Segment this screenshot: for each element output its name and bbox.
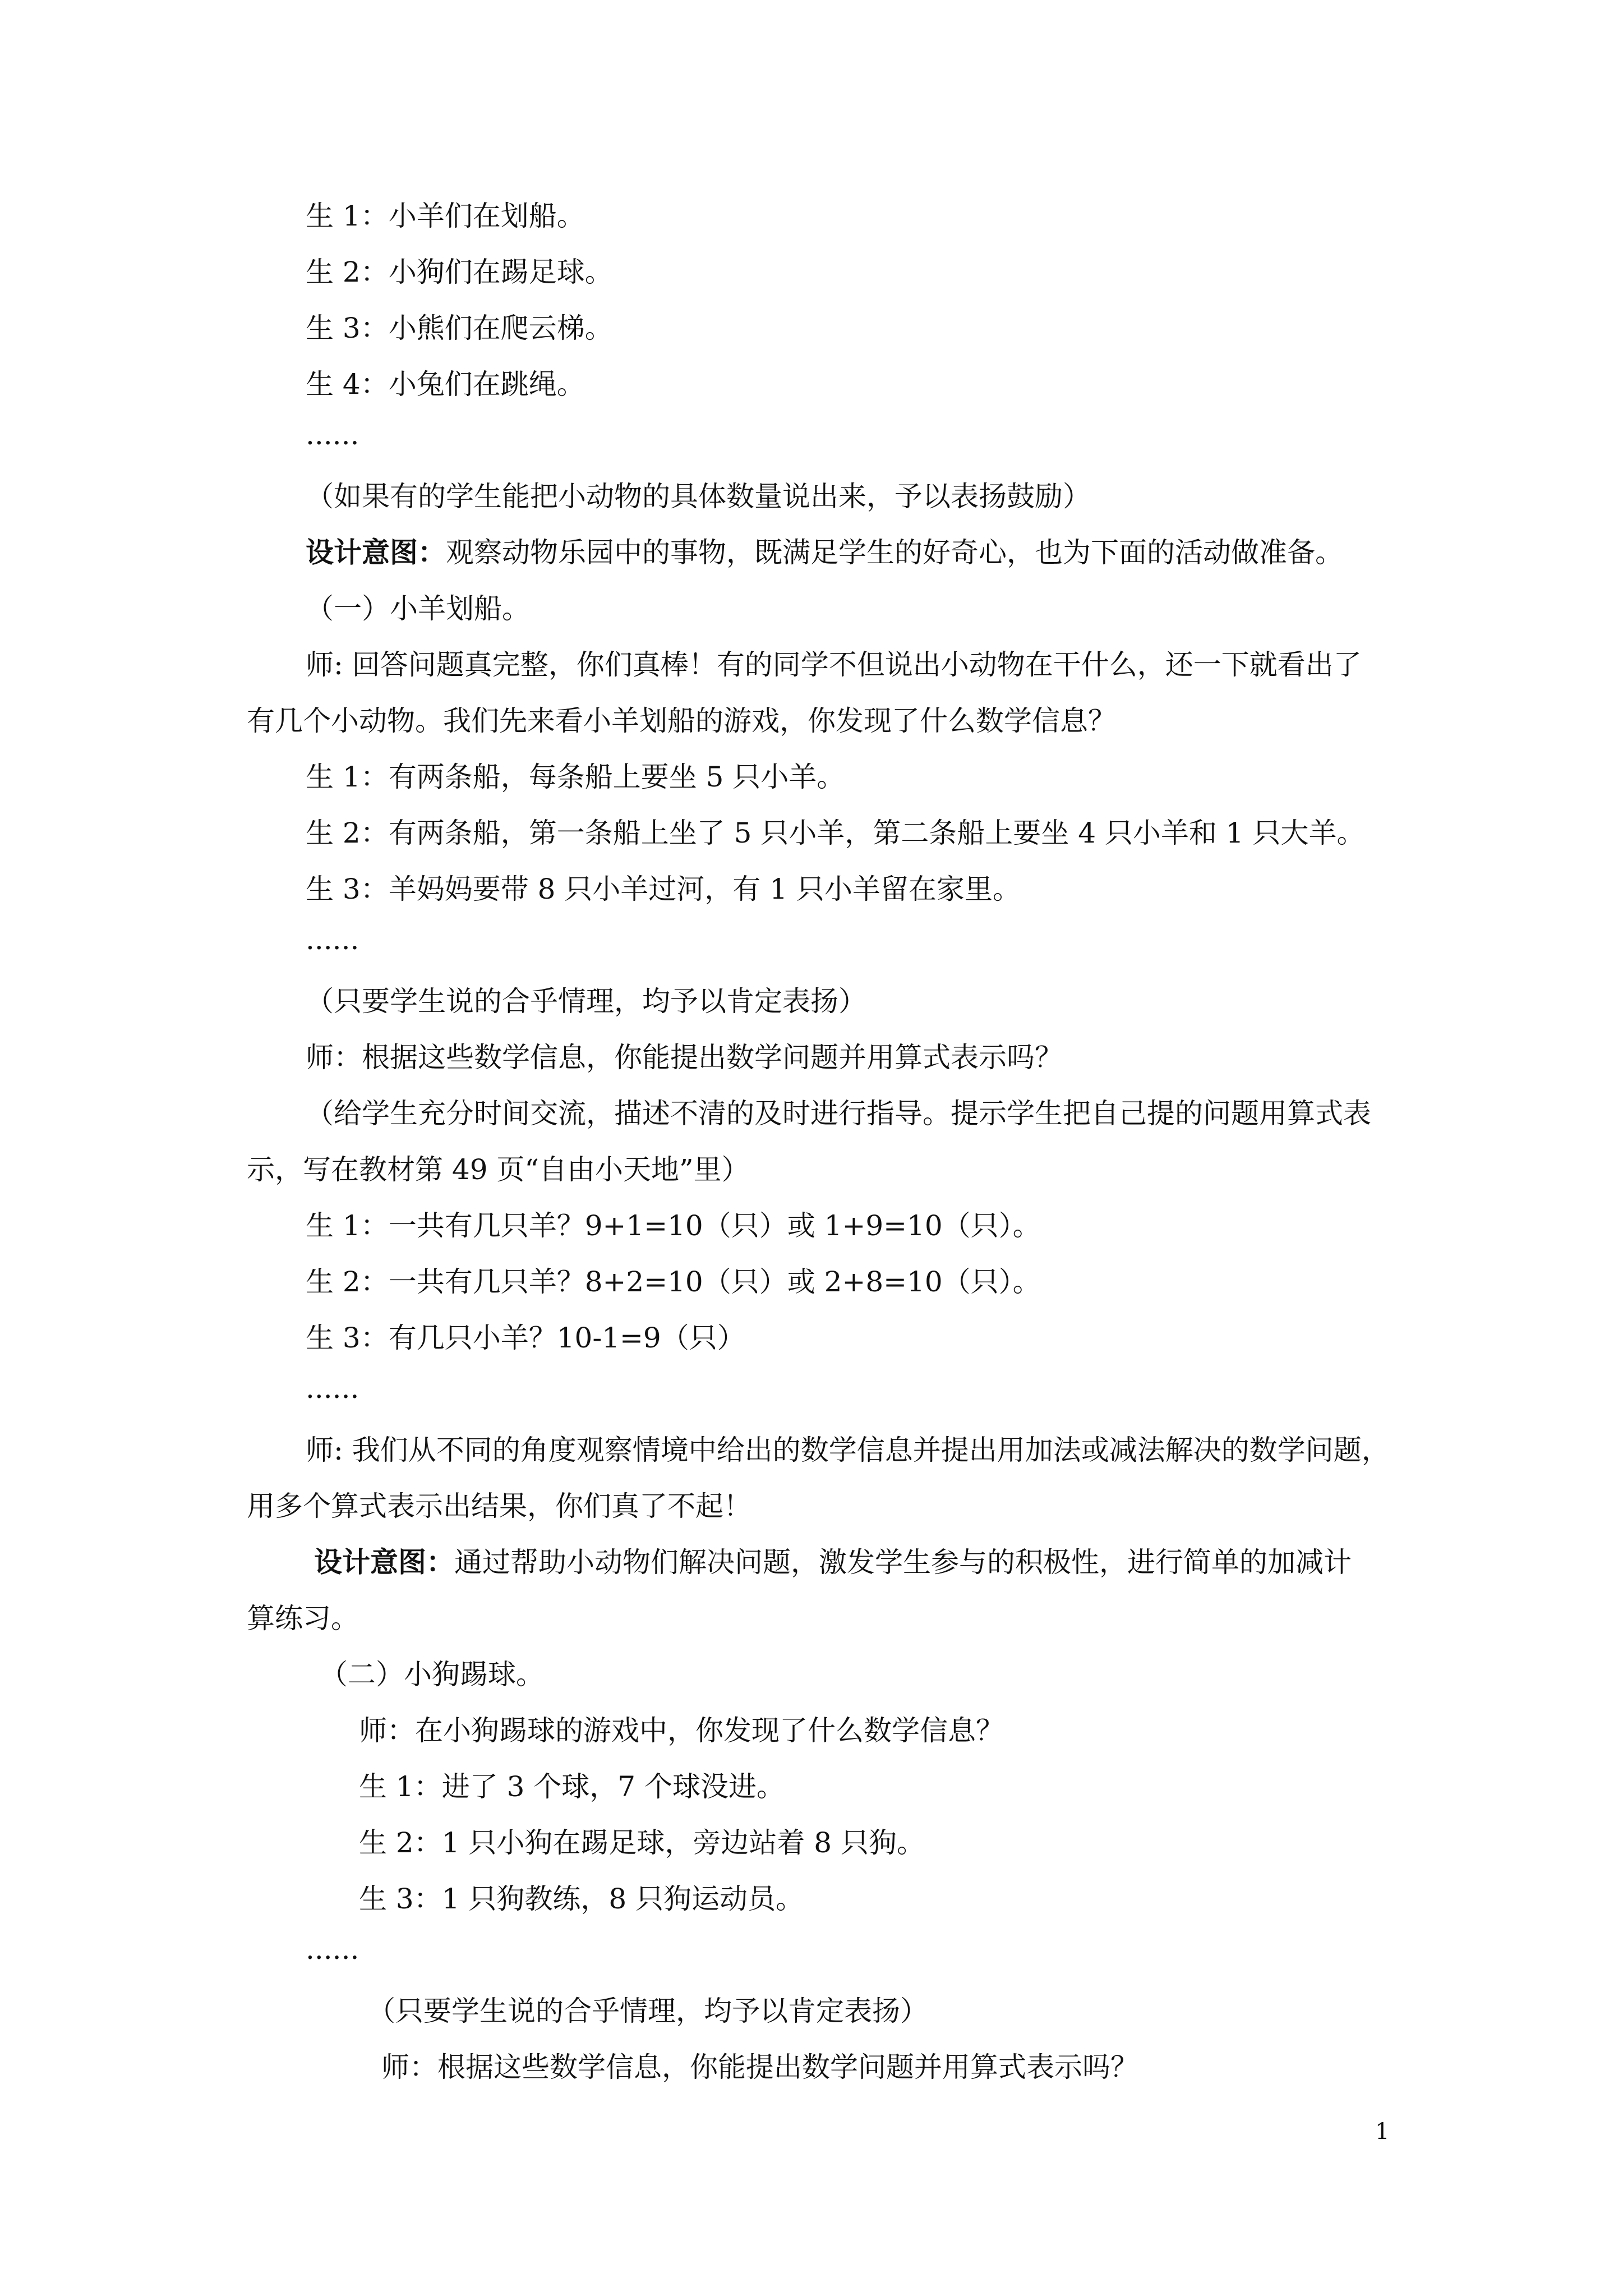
design-intent-line-continued: 算练习。: [247, 1602, 359, 1635]
student-2-answer-line: 生 2：1 只小狗在踢足球，旁边站着 8 只狗。: [359, 1826, 925, 1859]
teacher-summary-line-continued: 用多个算式表示出结果，你们真了不起！: [247, 1490, 751, 1522]
teacher-note-line: （给学生充分时间交流，描述不清的及时进行指导。提示学生把自己提的问题用算式表: [306, 1097, 1371, 1130]
student-3-answer-line: 生 3：小熊们在爬云梯。: [306, 312, 613, 344]
teacher-note-line: （如果有的学生能把小动物的具体数量说出来，予以表扬鼓励）: [306, 480, 1091, 513]
design-intent-text: 观察动物乐园中的事物，既满足学生的好奇心，也为下面的活动做准备。: [446, 536, 1343, 569]
student-4-answer-line: 生 4：小兔们在跳绳。: [306, 368, 585, 401]
page-number: 1: [1375, 2119, 1390, 2145]
design-intent-text: 通过帮助小动物们解决问题，激发学生参与的积极性，进行简单的加减计: [454, 1546, 1352, 1579]
design-intent-label: 设计意图：: [306, 536, 446, 569]
teacher-line: 师: 回答问题真完整，你们真棒！有的同学不但说出小动物在干什么，还一下就看出了: [306, 648, 1362, 681]
student-3-equation-line: 生 3：有几只小羊？10-1=9（只）: [306, 1322, 745, 1354]
student-3-answer-line: 生 3：羊妈妈要带 8 只小羊过河，有 1 只小羊留在家里。: [306, 873, 1021, 905]
teacher-question-line: 师：根据这些数学信息，你能提出数学问题并用算式表示吗？: [306, 1041, 1063, 1074]
student-1-answer-line: 生 1：有两条船，每条船上要坐 5 只小羊。: [306, 761, 845, 793]
teacher-question-line: 师：根据这些数学信息，你能提出数学问题并用算式表示吗？: [381, 2051, 1138, 2083]
teacher-line-continued: 有几个小动物。我们先来看小羊划船的游戏，你发现了什么数学信息？: [247, 705, 1116, 737]
teacher-note-line: （只要学生说的合乎情理，均予以肯定表扬）: [306, 985, 866, 1018]
student-2-answer-line: 生 2：小狗们在踢足球。: [306, 256, 613, 288]
student-2-equation-line: 生 2：一共有几只羊？8+2=10（只）或 2+8=10（只）。: [306, 1266, 1041, 1298]
design-intent-line: [314, 1545, 1352, 1579]
student-1-equation-line: 生 1：一共有几只羊？9+1=10（只）或 1+9=10（只）。: [306, 1209, 1041, 1242]
section-heading: （二）小狗踢球。: [320, 1658, 544, 1691]
ellipsis-line: ......: [306, 923, 359, 956]
teacher-question-line: 师：在小狗踢球的游戏中，你发现了什么数学信息？: [359, 1714, 1004, 1747]
section-heading: （一）小羊划船。: [306, 592, 530, 625]
student-1-answer-line: 生 1：进了 3 个球，7 个球没进。: [359, 1770, 785, 1803]
student-2-answer-line: 生 2：有两条船，第一条船上坐了 5 只小羊，第二条船上要坐 4 只小羊和 1 只大羊。: [306, 817, 1365, 849]
design-intent-line: [306, 536, 1343, 569]
design-intent-label: 设计意图：: [314, 1545, 454, 1579]
teacher-summary-line: 师: 我们从不同的角度观察情境中给出的数学信息并提出用加法或减法解决的数学问题，: [306, 1434, 1390, 1466]
ellipsis-line: ......: [306, 1372, 359, 1405]
teacher-note-line: （只要学生说的合乎情理，均予以肯定表扬）: [367, 1995, 928, 2027]
student-3-answer-line: 生 3：1 只狗教练，8 只狗运动员。: [359, 1883, 804, 1915]
teacher-note-line-continued: 示，写在教材第 49 页“自由小天地”里）: [247, 1153, 750, 1186]
ellipsis-line: ......: [306, 1933, 359, 1966]
ellipsis-line: ......: [306, 418, 359, 451]
student-1-answer-line: 生 1：小羊们在划船。: [306, 200, 585, 232]
